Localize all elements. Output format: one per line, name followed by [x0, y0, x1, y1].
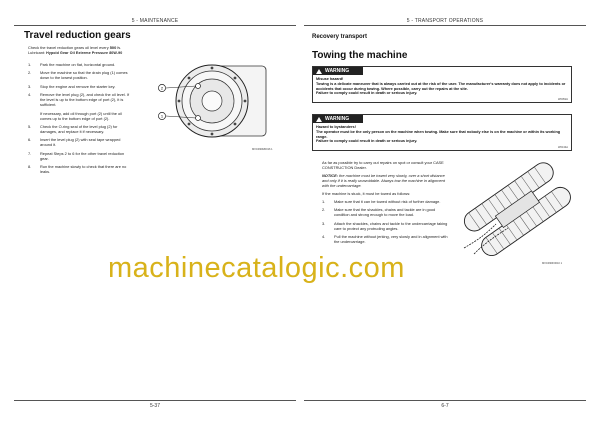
right-steps-list — [322, 199, 450, 244]
towing-figure — [456, 158, 580, 260]
list-item — [28, 137, 132, 147]
step-text: Repeat Steps 2 to 6 for the other travel reduction gear. — [40, 150, 125, 161]
list-item — [28, 70, 132, 80]
right-page-title: Towing the machine — [312, 50, 408, 61]
warning-text: Towing is a delicate maneuver that is always carried out at the risk of the user. The manufacturer's warranty does not apply to incidents or accidents that occur during towing. Where possible, carry out the repairs at the site. — [316, 81, 566, 91]
warning-triangle-icon — [316, 69, 322, 74]
step-number: 8. — [28, 164, 32, 170]
step-text: Run the machine slowly to check that there are no leaks. — [40, 164, 127, 175]
step-text: If necessary, add oil through port (2) until the oil comes up to the bottom edge of port (2). — [40, 110, 122, 121]
step-text: Attach the shackles, chains and tackle to the undercarriage taking care to protect any protruding angles. — [334, 220, 448, 231]
left-figure-code: MXC09DM0016 1 — [252, 148, 273, 151]
warning-label: WARNING — [325, 68, 350, 74]
notice-label: NOTICE: — [322, 173, 338, 178]
reduction-gear-illustration — [152, 56, 282, 146]
list-item — [28, 84, 132, 89]
intro-interval: 500 h — [109, 45, 120, 50]
warning-title: Misuse hazard! — [316, 77, 344, 81]
step-text: Move the machine so that the drain plug (1) comes down to the lowest position. — [40, 70, 128, 81]
list-item — [28, 111, 132, 121]
list-item — [322, 221, 450, 231]
warning-code: W0052A — [558, 98, 568, 102]
watermark: machinecatalogic.com — [108, 252, 405, 284]
lubricant-name: Hypoid Gear Oil Extreme Pressure 80W-90 — [46, 51, 123, 55]
step-text: Pull the machine without jerking, very slowly and in alignment with the undercarriage. — [334, 234, 448, 245]
left-steps-list — [28, 62, 132, 178]
left-intro — [28, 45, 168, 56]
list-item — [28, 124, 132, 134]
step-number: 1. — [322, 199, 326, 204]
list-item — [28, 92, 132, 107]
list-item — [28, 164, 132, 174]
warning-title: Hazard to bystanders! — [316, 125, 356, 129]
recovery-section-title: Recovery transport — [312, 34, 368, 40]
notice-text: the machine must be towed very slowly, over a short distance and only if it is really unavoidable. Always tow the machine in alignment with the undercarriage. — [322, 173, 445, 188]
right-page — [304, 18, 586, 412]
callout-2 — [158, 84, 165, 91]
step-number: 3. — [322, 220, 326, 226]
step-number: 2. — [322, 207, 326, 213]
recovery-paragraph: As far as possible try to carry out repairs on spot or consult your CASE CONSTRUCTION Dealer. — [322, 160, 444, 170]
left-page-title: Travel reduction gears — [24, 30, 131, 41]
left-page-footer: 5-37 — [14, 400, 296, 409]
list-item — [28, 151, 132, 161]
step-text: Make sure that it can be towed without risk of further damage. — [334, 199, 441, 204]
warning-box-misuse — [312, 66, 572, 103]
right-page-footer: 6-7 — [304, 400, 586, 409]
lubricant-line — [28, 50, 168, 56]
warning-label: WARNING — [325, 116, 350, 122]
step-text: Insert the level plug (2) with seal tape wrapped around it. — [40, 137, 121, 148]
right-figure-code: MXC09DF0010 1 — [542, 262, 563, 265]
intro-text: Check the travel reduction gears oil level every — [28, 45, 110, 50]
step-number: 2. — [28, 70, 32, 76]
intro-end: . — [119, 45, 121, 50]
lubricant-label: Lubricant: — [28, 50, 47, 55]
step-number: 4. — [322, 234, 326, 240]
right-body-text — [322, 160, 450, 248]
warning-body — [313, 123, 571, 150]
left-page — [14, 18, 296, 412]
callout-1-label: 1 — [160, 113, 164, 119]
step-number: 6. — [28, 137, 32, 143]
warning-text: The operator must be the only person on the machine when towing. Make sure that nobody else is on the machine or within its working range. — [316, 129, 561, 139]
warning-header — [313, 67, 363, 75]
step-number: 4. — [28, 92, 32, 98]
step-text: Make sure that the shackles, chains and tackle are in good condition and strong enough to move the load. — [334, 207, 436, 218]
step-number — [28, 111, 34, 121]
left-page-header: 5 - MAINTENANCE — [14, 18, 296, 26]
step-text: Check the O-ring seal of the level plug (2) for damages, and replace it if necessary. — [40, 123, 118, 134]
warning-box-bystanders — [312, 114, 572, 151]
list-item — [28, 62, 132, 67]
warning-header — [313, 115, 363, 123]
step-text: Park the machine on flat, horizontal ground. — [40, 62, 116, 67]
step-text: Remove the level plug (2), and check the oil level. If the level is up to the bottom edge of port (2), it is sufficient. — [40, 92, 130, 108]
notice-paragraph — [322, 173, 450, 188]
reduction-gear-figure — [152, 56, 282, 146]
warning-code: W0134A — [558, 146, 568, 150]
warning-body — [313, 75, 571, 102]
callout-1 — [158, 112, 165, 119]
list-item — [322, 199, 450, 204]
towing-illustration — [456, 158, 580, 260]
callout-2-label: 2 — [160, 85, 164, 91]
step-number: 1. — [28, 62, 32, 67]
stuck-paragraph: If the machine is stuck, it must be towed as follows: — [322, 191, 411, 196]
warning-consequence: Failure to comply could result in death or serious injury. — [316, 139, 418, 144]
list-item — [322, 207, 450, 217]
step-text: Stop the engine and remove the starter key. — [40, 83, 116, 89]
step-number: 7. — [28, 150, 32, 156]
warning-triangle-icon — [316, 117, 322, 122]
warning-consequence: Failure to comply could result in death or serious injury. — [316, 91, 418, 96]
step-number: 5. — [28, 123, 32, 129]
right-page-header: 5 - TRANSPORT OPERATIONS — [304, 18, 586, 26]
list-item — [322, 234, 450, 244]
step-number: 3. — [28, 83, 32, 89]
